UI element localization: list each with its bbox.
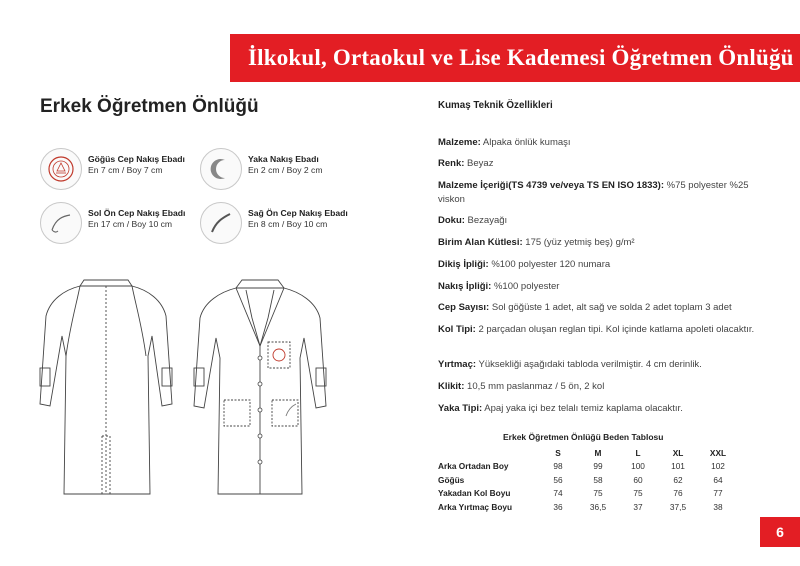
section-title: Erkek Öğretmen Önlüğü xyxy=(40,96,259,117)
size-col-header: M xyxy=(594,447,602,458)
fabric-heading: Kumaş Teknik Özellikleri xyxy=(438,100,553,111)
fabric-row: Malzeme İçeriği(TS 4739 ve/veya TS EN ISO 1833): %75 polyester %25 viskon xyxy=(438,180,749,205)
spec-value: En 2 cm / Boy 2 cm xyxy=(248,165,323,175)
coat-front-illustration xyxy=(188,276,332,498)
fabric-row: Yaka Tipi: Apaj yaka içi bez telalı temiz kaplama olacaktır. xyxy=(438,403,683,414)
size-table-header xyxy=(438,446,738,460)
table-row: Yakadan Kol Boyu 74 75 75 76 77 xyxy=(438,488,723,499)
size-col-header: S xyxy=(555,447,561,458)
coat-back-illustration xyxy=(36,276,176,498)
page-number: 6 xyxy=(760,517,800,547)
table-row: Göğüs 56 58 60 62 64 xyxy=(438,474,723,485)
size-col-header: XL xyxy=(672,447,684,458)
crescent-icon xyxy=(200,148,242,190)
embroidery-logo-icon xyxy=(40,148,82,190)
fabric-row: Nakış İpliği: %100 polyester xyxy=(438,281,560,292)
table-row: Arka Yırtmaç Boyu 36 36,5 37 37,5 38 xyxy=(438,501,723,512)
spec-label: Yaka Nakış Ebadı xyxy=(248,154,319,164)
fabric-row: Malzeme: Alpaka önlük kumaşı xyxy=(438,137,571,148)
size-table-title: Erkek Öğretmen Önlüğü Beden Tablosu xyxy=(503,432,664,442)
header-banner xyxy=(230,34,800,82)
fabric-row: Doku: Bezayağı xyxy=(438,215,508,226)
spec-value: En 17 cm / Boy 10 cm xyxy=(88,219,173,229)
table-row: Arka Ortadan Boy 98 99 100 101 102 xyxy=(438,461,725,472)
fabric-row: Kol Tipi: 2 parçadan oluşan reglan tipi. Kol içinde katlama apoleti olacaktır. xyxy=(438,324,755,335)
size-col-header: L xyxy=(635,447,641,458)
size-col-header: XXL xyxy=(709,447,727,458)
size-table xyxy=(438,446,738,514)
spec-label: Sağ Ön Cep Nakış Ebadı xyxy=(248,208,348,218)
fabric-row: Yırtmaç: Yüksekliği aşağıdaki tabloda verilmiştir. 4 cm derinlik. xyxy=(438,359,702,370)
fabric-row: Klikit: 10,5 mm paslanmaz / 5 ön, 2 kol xyxy=(438,381,605,392)
fabric-row: Dikiş İpliği: %100 polyester 120 numara xyxy=(438,259,611,270)
stitch-curve-icon xyxy=(200,202,242,244)
page-header-title: İlkokul, Ortaokul ve Lise Kademesi Öğretmen Önlüğü xyxy=(248,45,794,70)
spec-item-collar xyxy=(200,148,323,190)
stitch-curve-icon xyxy=(40,202,82,244)
spec-label: Göğüs Cep Nakış Ebadı xyxy=(88,154,185,164)
spec-value: En 8 cm / Boy 10 cm xyxy=(248,219,328,229)
spec-item-chest-pocket xyxy=(40,148,185,190)
spec-value: En 7 cm / Boy 7 cm xyxy=(88,165,163,175)
spec-label: Sol Ön Cep Nakış Ebadı xyxy=(88,208,186,218)
fabric-row: Renk: Beyaz xyxy=(438,158,494,169)
fabric-row: Birim Alan Kütlesi: 175 (yüz yetmiş beş) g/m² xyxy=(438,237,635,248)
spec-item-left-pocket xyxy=(40,202,185,244)
spec-item-right-pocket xyxy=(200,202,348,244)
fabric-row: Cep Sayısı: Sol göğüste 1 adet, alt sağ ve solda 2 adet toplam 3 adet xyxy=(438,302,732,313)
